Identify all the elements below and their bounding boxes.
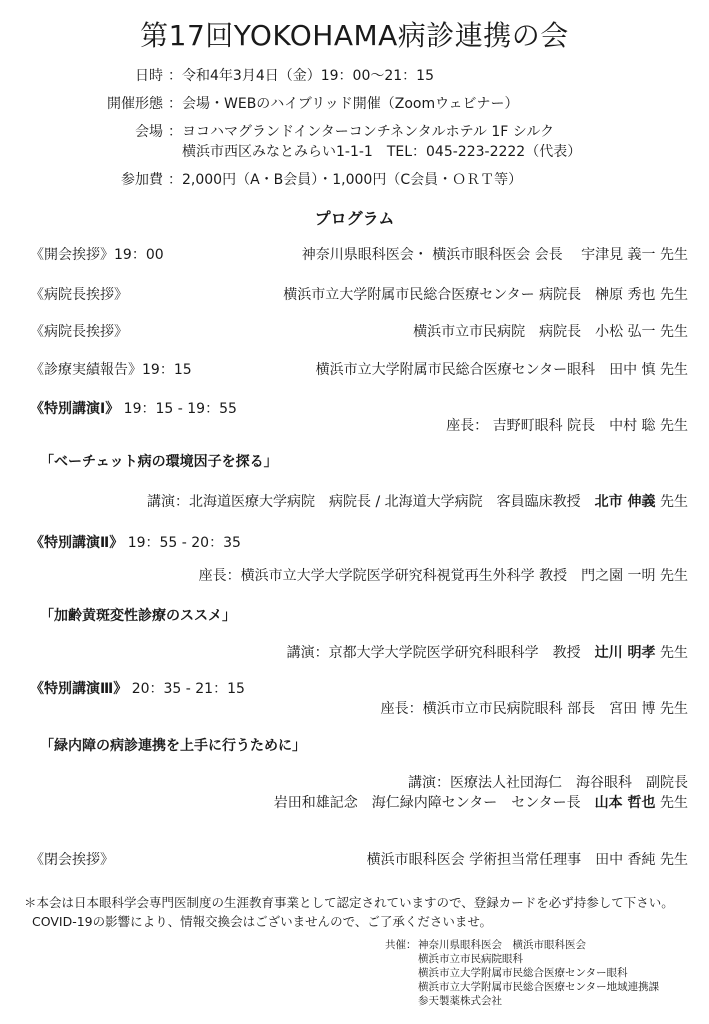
lecture2-chair: 座長：横浜市立大学大学院医学研究科視覚再生外科学 教授 門之園 一明 先生	[198, 568, 688, 584]
lecture3-time: 20：35 - 21：15	[131, 681, 245, 697]
director2-row	[30, 322, 688, 342]
lecture1-title: 「ベーチェット病の環境因子を探る」	[40, 454, 278, 470]
closing-person: 横浜市眼科医会 学術担当常任理事 田中 香純 先生	[366, 852, 688, 868]
lecture2-title: 「加齢黄斑変性診療のススメ」	[40, 608, 236, 624]
program-heading: プログラム	[314, 209, 395, 228]
lecture2-chair-row	[30, 566, 688, 586]
lecture3-speaker-name: 山本 哲也	[594, 795, 656, 811]
director1-row	[30, 285, 688, 305]
lecture1-speaker-affil: 講演：北海道医療大学病院 病院長 / 北海道大学病院 客員臨床教授	[147, 494, 595, 510]
lecture1-speaker	[147, 492, 688, 512]
lecture3-heading	[30, 679, 245, 699]
lecture1-chair-row	[30, 416, 688, 436]
lecture3-speaker-affil: 岩田和雄記念 海仁緑内障センター センター長	[273, 795, 595, 811]
lecture1-speaker-row	[30, 492, 688, 512]
sponsor-item: 横浜市立大学附属市民総合医療センター眼科	[418, 967, 628, 979]
opening-person: 神奈川県眼科医会・ 横浜市眼科医会 会長 宇津見 義一 先生	[301, 247, 688, 263]
datetime-value: ：令和4年3月4日（金）19：00〜21：15	[168, 68, 434, 84]
page-title: 第17回YOKOHAMA病診連携の会	[140, 19, 569, 52]
venue-row	[0, 122, 709, 142]
sponsors-list	[418, 938, 659, 1008]
lecture1-time: 19：15 - 19：55	[123, 401, 237, 417]
lecture1-speaker-name: 北市 伸義	[594, 494, 656, 510]
lecture2-heading	[30, 533, 241, 553]
opening-row	[30, 245, 688, 265]
format-label: 開催形態	[107, 96, 163, 112]
lecture3-title: 「緑内障の病診連携を上手に行うために」	[40, 738, 306, 754]
report-label: 《診療実績報告》19：15	[30, 362, 192, 378]
lecture3-label: 《特別講演Ⅲ》	[30, 681, 128, 697]
lecture2-speaker-name: 辻川 明孝	[594, 645, 656, 661]
sponsor-item: 参天製薬株式会社	[418, 995, 502, 1007]
sponsors-label: 共催：	[385, 939, 417, 951]
lecture2-time: 19：55 - 20：35	[127, 535, 241, 551]
venue-value: ：ヨコハマグランドインターコンチネンタルホテル 1F シルク	[168, 124, 555, 140]
lecture2-speaker-suffix: 先生	[655, 645, 688, 661]
format-row	[0, 94, 709, 114]
lecture3-chair-row	[30, 699, 688, 719]
director2-label: 《病院長挨拶》	[30, 324, 128, 340]
lecture3-speaker-row1	[30, 773, 688, 793]
lecture2-header	[30, 533, 688, 553]
lecture3-chair: 座長：横浜市立市民病院眼科 部長 宮田 博 先生	[380, 701, 688, 717]
lecture3-speaker-line1: 講演：医療法人社団海仁 海谷眼科 副院長	[408, 775, 688, 791]
sponsor-item: 横浜市立大学附属市民総合医療センター地域連携課	[418, 981, 660, 993]
lecture3-speaker-suffix: 先生	[655, 795, 688, 811]
lecture3-header	[30, 679, 688, 699]
lecture3-speaker-row2	[30, 793, 688, 813]
datetime-label: 日時	[135, 68, 163, 84]
note-cme: ＊本会は日本眼科学会専門医制度の生涯教育事業として認定されていますので、登録カードを必ず持参して下さい。	[24, 895, 674, 910]
lecture1-speaker-suffix: 先生	[655, 494, 688, 510]
note-covid: COVID-19の影響により、情報交換会はございませんので、ご了承くださいませ。	[32, 914, 493, 929]
director1-label: 《病院長挨拶》	[30, 287, 128, 303]
director1-person: 横浜市立大学附属市民総合医療センター 病院長 榊原 秀也 先生	[283, 287, 688, 303]
fee-row	[0, 170, 709, 190]
venue-address-row	[0, 142, 709, 162]
fee-label: 参加費	[121, 172, 163, 188]
lecture2-label: 《特別講演Ⅱ》	[30, 535, 124, 551]
lecture3-speaker	[274, 793, 688, 813]
sponsor-item: 横浜市立市民病院眼科	[418, 953, 523, 965]
opening-label: 《開会挨拶》19：00	[30, 247, 164, 263]
venue-address: 横浜市西区みなとみらい1-1-1 TEL：045-223-2222（代表）	[182, 144, 582, 160]
report-person: 横浜市立大学附属市民総合医療センター眼科 田中 慎 先生	[315, 362, 688, 378]
lecture1-chair: 座長： 吉野町眼科 院長 中村 聡 先生	[446, 418, 688, 434]
lecture1-label: 《特別講演Ⅰ》	[30, 401, 120, 417]
closing-label: 《閉会挨拶》	[30, 852, 114, 868]
director2-person: 横浜市立市民病院 病院長 小松 弘一 先生	[413, 324, 688, 340]
lecture2-speaker-affil: 講演：京都大学大学院医学研究科眼科学 教授	[286, 645, 595, 661]
sponsor-item: 神奈川県眼科医会 横浜市眼科医会	[418, 939, 586, 951]
report-row	[30, 360, 688, 380]
format-value: ：会場・WEBのハイブリッド開催（Zoomウェビナー）	[168, 96, 519, 112]
lecture2-speaker	[287, 643, 688, 663]
datetime-row	[0, 66, 709, 86]
closing-row	[30, 850, 688, 870]
fee-value: ：2,000円（A・B会員）・1,000円（C会員・ＯＲＴ等）	[168, 172, 523, 188]
lecture2-speaker-row	[30, 643, 688, 663]
venue-label: 会場	[135, 124, 163, 140]
